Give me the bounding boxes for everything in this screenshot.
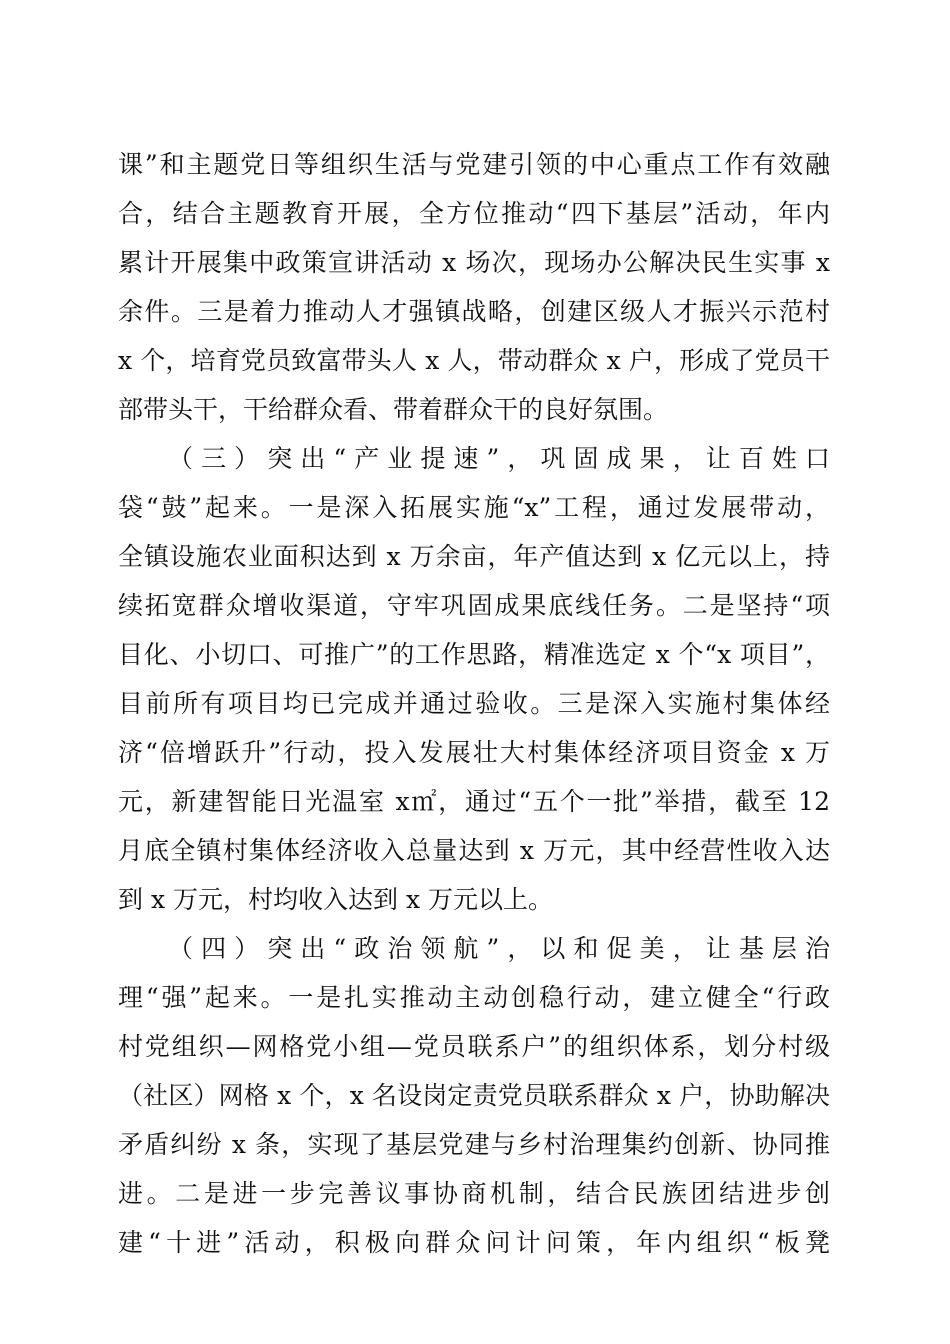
section-heading-line: （四）突出“政治领航”，以和促美，让基层治 [168,934,830,963]
text-line: 合，结合主题教育开展，全方位推动“四下基层”活动，年内 [118,199,830,228]
paragraph-1 [118,140,830,434]
text-line: 袋“鼓”起来。一是深入拓展实施“x”工程，通过发展带动， [118,493,830,522]
text-line: （社区）网格 x 个，x 名设岗定责党员联系群众 x 户，协助解决 [118,1081,830,1110]
text-line: 目化、小切口、可推广”的工作思路，精准选定 x 个“x 项目”， [118,640,830,669]
text-line: 元，新建智能日光温室 x㎡，通过“五个一批”举措，截至 12 [118,787,830,816]
text-line: 矛盾纠纷 x 条，实现了基层党建与乡村治理集约创新、协同推 [118,1130,830,1159]
text-line: 累计开展集中政策宣讲活动 x 场次，现场办公解决民生实事 x [118,248,830,277]
paragraph-2 [118,434,830,924]
document-body [118,140,830,1267]
text-line: 目前所有项目均已完成并通过验收。三是深入实施村集体经 [118,689,830,718]
text-line: 余件。三是着力推动人才强镇战略，创建区级人才振兴示范村 [118,297,830,326]
text-line: 月底全镇村集体经济收入总量达到 x 万元，其中经营性收入达 [118,836,830,865]
text-line: x 个，培育党员致富带头人 x 人，带动群众 x 户，形成了党员干 [118,346,830,375]
text-line: 到 x 万元，村均收入达到 x 万元以上。 [118,885,553,914]
paragraph-3 [118,924,830,1267]
text-line: 理“强”起来。一是扎实推动主动创稳行动，建立健全“行政 [118,983,830,1012]
text-line: 济“倍增跃升”行动，投入发展壮大村集体经济项目资金 x 万 [118,738,830,767]
text-line: 续拓宽群众增收渠道，守牢巩固成果底线任务。二是坚持“项 [118,591,830,620]
text-line: 部带头干，干给群众看、带着群众干的良好氛围。 [118,395,669,424]
text-line: 全镇设施农业面积达到 x 万余亩，年产值达到 x 亿元以上，持 [118,542,830,571]
section-heading-line: （三）突出“产业提速”，巩固成果，让百姓口 [168,444,830,473]
text-line: 建“十进”活动，积极向群众问计问策，年内组织“板凳 [118,1228,830,1257]
text-line: 进。二是进一步完善议事协商机制，结合民族团结进步创 [118,1179,830,1208]
text-line: 课”和主题党日等组织生活与党建引领的中心重点工作有效融 [118,150,830,179]
text-line: 村党组织—网格党小组—党员联系户”的组织体系，划分村级 [118,1032,830,1061]
